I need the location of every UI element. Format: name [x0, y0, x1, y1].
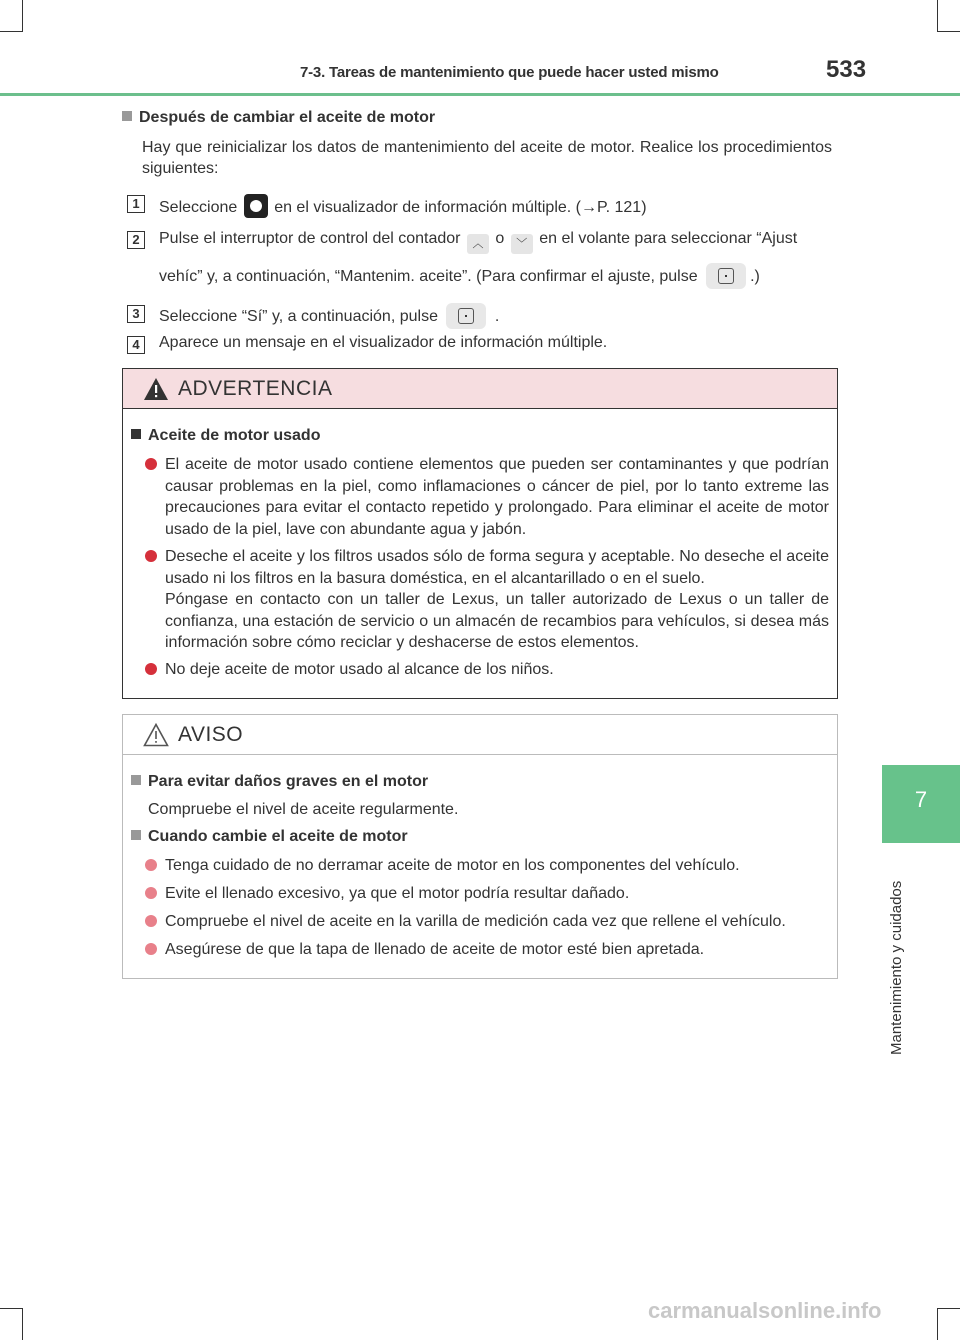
page-reference-link[interactable]: P. 121)	[597, 199, 647, 216]
warning-triangle-icon	[143, 377, 169, 401]
step-3-text	[159, 303, 499, 329]
section-heading	[122, 109, 435, 127]
warning-header	[123, 369, 837, 409]
chapter-tab	[882, 765, 960, 843]
step-1-part-a: Seleccione	[159, 199, 238, 216]
list-item	[145, 454, 829, 540]
step-4-text: Aparece un mensaje en el visualizador de información múltiple.	[159, 334, 608, 351]
square-bullet-icon	[131, 775, 141, 785]
crop-mark	[937, 1308, 938, 1340]
square-bullet-icon	[131, 429, 141, 439]
list-item	[145, 911, 829, 933]
list-item-text: Póngase en contacto con un taller de Lexus, un taller autorizado de Lexus o un taller de confianza, una estación de servicio o un almacén de recambios para vehículos, si desea más información sobre cómo reciclar y deshacerse de estos elementos.	[165, 591, 829, 651]
step-1-text	[159, 194, 647, 218]
warning-subtitle-text: Aceite de motor usado	[148, 427, 321, 444]
watermark: carmanualsonline.info	[648, 1298, 882, 1323]
list-item-text: Asegúrese de que la tapa de llenado de aceite de motor esté bien apretada.	[165, 941, 705, 958]
chapter-label: Mantenimiento y cuidados	[888, 880, 905, 1055]
crop-mark	[0, 31, 22, 32]
list-item-text: Deseche el aceite y los filtros usados sólo de forma segura y aceptable. No deseche el aceite usado ni los filtros en la basura doméstica, en el alcantarillado o en el suelo.	[165, 548, 829, 587]
notice-subtitle-2-text: Cuando cambie el aceite de motor	[148, 828, 408, 845]
notice-subtitle-1-text: Para evitar daños graves en el motor	[148, 773, 429, 790]
caution-triangle-icon	[143, 723, 169, 747]
step-3-part-b: .	[494, 308, 500, 325]
step-number: 1	[127, 195, 145, 213]
step-number: 3	[127, 305, 145, 323]
chapter-label-container	[884, 855, 908, 1055]
bullet-dot-icon	[145, 859, 157, 871]
notice-subtitle-2	[131, 828, 408, 846]
crop-mark	[0, 1308, 22, 1309]
list-item	[145, 659, 829, 681]
step-number: 2	[127, 231, 145, 249]
step-1-part-b: en el visualizador de información múltiple. (	[274, 199, 581, 216]
crop-mark	[22, 0, 23, 32]
header-rule	[0, 93, 960, 96]
crop-mark	[938, 1308, 960, 1309]
notice-header	[123, 715, 837, 755]
step-2-or: o	[495, 230, 505, 247]
bullet-dot-icon	[145, 887, 157, 899]
crop-mark	[937, 0, 938, 32]
step-number: 4	[127, 336, 145, 354]
square-bullet-icon	[131, 830, 141, 840]
step-3-part-a: Seleccione “Sí” y, a continuación, pulse	[159, 308, 438, 325]
bullet-dot-icon	[145, 663, 157, 675]
warning-box	[122, 368, 838, 699]
chapter-number: 7	[914, 787, 928, 812]
list-item-text: Tenga cuidado de no derramar aceite de motor en los componentes del vehículo.	[165, 857, 740, 874]
list-item	[145, 939, 829, 961]
bullet-dot-icon	[145, 943, 157, 955]
warning-subtitle	[131, 427, 320, 445]
list-item-text: El aceite de motor usado contiene elementos que pueden ser contaminantes y que podrían causar problemas en la piel, como inflamaciones o cáncer de piel, por lo tanto extreme las precauciones para evitar el contacto repetido y prolongado. Para eliminar el aceite de motor usado de la piel, lave con abundante agua y jabón.	[165, 456, 829, 538]
step-2-part-a: Pulse el interruptor de control del contador	[159, 230, 461, 247]
notice-text-1: Compruebe el nivel de aceite regularmente.	[148, 801, 459, 818]
list-item	[145, 546, 829, 654]
square-bullet-icon	[122, 111, 132, 121]
arrow-icon: →	[581, 199, 597, 216]
crop-mark	[938, 31, 960, 32]
step-2-line-1	[159, 230, 797, 254]
chevron-down-icon: ﹀	[511, 234, 533, 254]
running-header: 7-3. Tareas de mantenimiento que puede hacer usted mismo	[300, 64, 719, 81]
step-2-line-2	[159, 263, 760, 289]
step-2-part-b: en el volante para seleccionar “Ajust	[539, 230, 798, 247]
notice-subtitle-1	[131, 773, 428, 791]
warning-title: ADVERTENCIA	[178, 377, 333, 400]
list-item	[145, 883, 829, 905]
list-item-text: Compruebe el nivel de aceite en la varilla de medición cada vez que rellene el vehículo.	[165, 913, 786, 930]
notice-box	[122, 714, 838, 979]
list-item-text: Evite el llenado excesivo, ya que el motor podría resultar dañado.	[165, 885, 630, 902]
step-2-line-2a: vehíc” y, a continuación, “Mantenim. aceite”. (Para confirmar el ajuste, pulse	[159, 268, 698, 285]
ok-switch-icon	[706, 263, 746, 289]
gear-icon	[244, 194, 268, 218]
ok-switch-icon	[446, 303, 486, 329]
notice-title: AVISO	[178, 723, 244, 746]
bullet-dot-icon	[145, 550, 157, 562]
page-number: 533	[826, 56, 867, 83]
list-item-text: No deje aceite de motor usado al alcance de los niños.	[165, 661, 554, 678]
list-item	[145, 855, 829, 877]
chevron-up-icon: ︿	[467, 234, 489, 254]
intro-paragraph: Hay que reinicializar los datos de mantenimiento del aceite de motor. Realice los procedimientos siguientes:	[142, 139, 832, 177]
bullet-dot-icon	[145, 915, 157, 927]
step-2-line-2b: .)	[750, 268, 760, 285]
section-heading-text: Después de cambiar el aceite de motor	[139, 109, 436, 126]
bullet-dot-icon	[145, 458, 157, 470]
crop-mark	[22, 1308, 23, 1340]
